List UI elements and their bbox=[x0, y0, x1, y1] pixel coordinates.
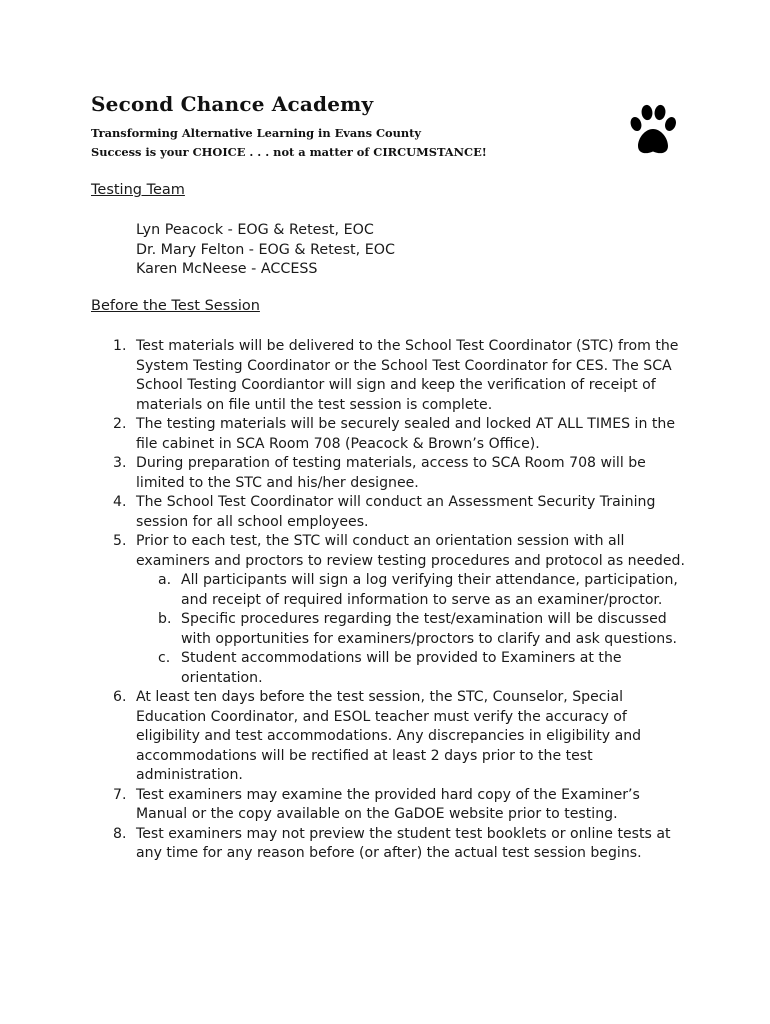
sub-list-item bbox=[136, 649, 691, 688]
motto: Success is your CHOICE . . . not a matter of CIRCUMSTANCE! bbox=[91, 145, 487, 159]
tagline: Transforming Alternative Learning in Evans County bbox=[91, 126, 422, 140]
list-item bbox=[91, 415, 691, 454]
item-number: 8. bbox=[113, 825, 127, 842]
list-item bbox=[91, 532, 691, 688]
sub-list bbox=[136, 571, 691, 688]
item-number: 6. bbox=[113, 689, 127, 705]
before-test-heading: Before the Test Session bbox=[91, 298, 260, 314]
item-text: At least ten days before the test session, the STC, Counselor, Special Education Coordinator, and ESOL teacher must verify the accuracy of eligibility and test accommodations. Any discrepancies in eligibility and accommodations will be rectified at least 2 days prior to the test administration. bbox=[136, 689, 642, 783]
item-text: Test examiners may not preview the student test booklets or online tests at any time for any reason before (or after) the actual test session begins. bbox=[136, 825, 671, 861]
list-item bbox=[91, 337, 691, 415]
item-number: 7. bbox=[113, 786, 127, 803]
team-member: Dr. Mary Felton - EOG & Retest, EOC bbox=[136, 241, 396, 258]
item-text: Student accommodations will be provided to Examiners at the orientation. bbox=[181, 650, 622, 686]
item-letter: b. bbox=[158, 611, 172, 627]
sub-list-item bbox=[136, 571, 691, 610]
testing-team-heading: Testing Team bbox=[91, 182, 185, 198]
team-member: Lyn Peacock - EOG & Retest, EOC bbox=[136, 222, 374, 238]
item-text: Specific procedures regarding the test/examination will be discussed with opportunities for examiners/proctors to clarify and ask questions. bbox=[181, 611, 678, 647]
item-number: 2. bbox=[113, 416, 127, 432]
list-item bbox=[91, 825, 691, 864]
item-text: All participants will sign a log verifying their attendance, participation, and receipt of required information to serve as an examiner/proctor. bbox=[181, 572, 678, 608]
item-letter: c. bbox=[158, 650, 171, 666]
item-text: Prior to each test, the STC will conduct an orientation session with all examiners and proctors to review testing procedures and protocol as needed. bbox=[136, 533, 685, 569]
item-text: The testing materials will be securely sealed and locked AT ALL TIMES in the file cabinet in SCA Room 708 (Peacock & Brown’s Office). bbox=[136, 416, 675, 452]
item-number: 5. bbox=[113, 533, 127, 549]
item-letter: a. bbox=[158, 572, 172, 588]
item-number: 1. bbox=[113, 338, 127, 354]
list-item bbox=[91, 454, 691, 493]
item-text: The School Test Coordinator will conduct an Assessment Security Training session for all school employees. bbox=[136, 494, 656, 530]
school-name: Second Chance Academy bbox=[91, 92, 374, 116]
paw-print-icon bbox=[628, 104, 678, 158]
testing-team-list bbox=[136, 221, 395, 280]
sub-list-item bbox=[136, 610, 691, 649]
list-item bbox=[91, 688, 691, 786]
list-item bbox=[91, 493, 691, 532]
item-text: During preparation of testing materials, access to SCA Room 708 will be limited to the STC and his/her designee. bbox=[136, 455, 646, 491]
list-item bbox=[91, 786, 691, 825]
procedure-list bbox=[91, 337, 691, 864]
item-text: Test materials will be delivered to the School Test Coordinator (STC) from the System Testing Coordinator or the School Test Coordinator for CES. The SCA School Testing Coordiantor will sign and keep the verification of receipt of materials on file until the test session is complete. bbox=[136, 338, 679, 413]
item-number: 3. bbox=[113, 455, 127, 471]
item-text: Test examiners may examine the provided hard copy of the Examiner’s Manual or the copy available on the GaDOE website prior to testing. bbox=[136, 786, 640, 822]
item-number: 4. bbox=[113, 494, 127, 510]
team-member: Karen McNeese - ACCESS bbox=[136, 261, 318, 277]
